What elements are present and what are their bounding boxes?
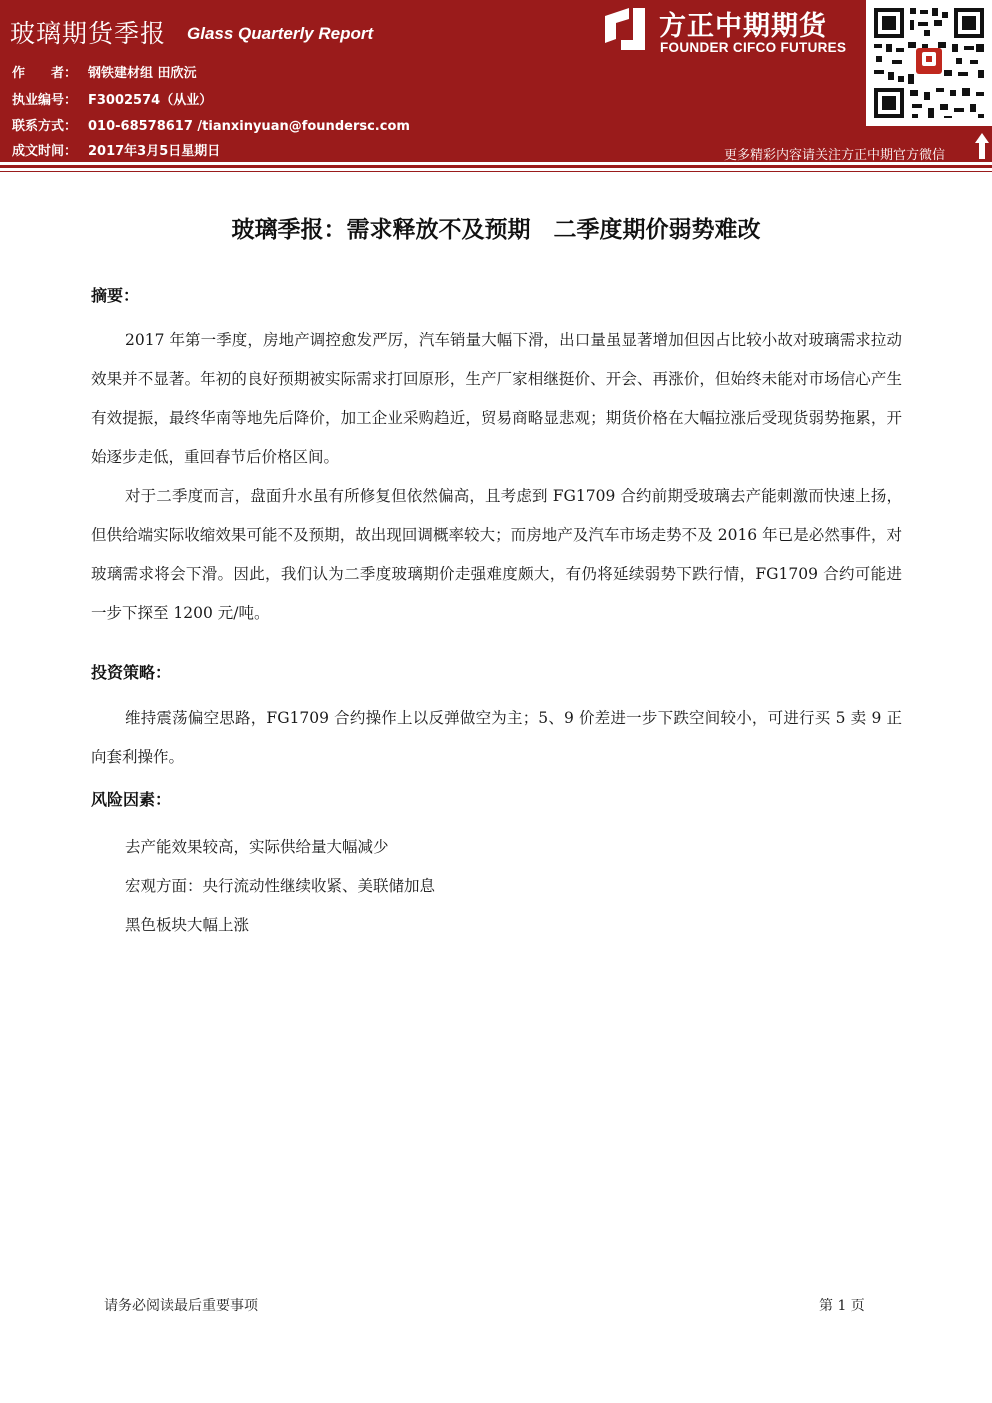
meta-author — [12, 62, 197, 81]
risk-item: 黑色板块大幅上涨 — [125, 916, 250, 934]
brand-name-cn: 方正中期期货 — [659, 11, 827, 42]
risk-item: 去产能效果较高，实际供给量大幅减少 — [125, 838, 389, 856]
summary-paragraph-1: 2017 年第一季度，房地产调控愈发严厉，汽车销量大幅下滑，出口量虽显著增加但因占比较小故对玻璃需求拉动效果并不显著。年初的良好预期被实际需求打回原形，生产厂家相继挺价、开会、再涨价，但始终未能对市场信心产生有效提振，最终华南等地先后降价，加工企业采购趋近，贸易商略显悲观；期货价格在大幅拉涨后受现货弱势拖累，开始逐步走低，重回春节后价格区间。 — [91, 331, 902, 466]
founder-logo-icon — [603, 6, 647, 52]
meta-label: 联系方式： — [12, 119, 78, 134]
meta-label: 作 者： — [12, 66, 78, 81]
header-divider — [0, 165, 992, 168]
brand-name-en: FOUNDER CIFCO FUTURES — [660, 40, 847, 55]
arrow-up-icon — [975, 133, 989, 159]
meta-label: 执业编号： — [12, 93, 78, 108]
meta-value: 钢铁建材组 田欣沅 — [88, 66, 197, 81]
meta-date — [12, 140, 220, 159]
summary-paragraph-2: 对于二季度而言，盘面升水虽有所修复但依然偏高，且考虑到 FG1709 合约前期受玻璃去产能刺激而快速上扬，但供给端实际收缩效果可能不及预期，故出现回调概率较大；而房地产及汽车市场走势不及 2016 年已是必然事件，对玻璃需求将会下滑。因此，我们认为二季度玻璃期价走强难度颇大，有仍将延续弱势下跌行情，FG1709 合约可能进一步下探至 1200 元/吨。 — [91, 487, 902, 622]
meta-label: 成文时间： — [12, 144, 78, 159]
meta-contact — [12, 115, 410, 134]
meta-license — [12, 89, 212, 108]
summary-heading: 摘要： — [91, 286, 140, 305]
strategy-paragraph: 维持震荡偏空思路，FG1709 合约操作上以反弹做空为主；5、9 价差进一步下跌空间较小，可进行买 5 卖 9 正向套利操作。 — [91, 709, 902, 766]
document-title: 玻璃季报：需求释放不及预期 二季度期价弱势难改 — [231, 217, 761, 243]
meta-value: F3002574（从业） — [88, 93, 213, 108]
page-number: 第 1 页 — [819, 1298, 865, 1314]
meta-value: 2017年3月5日星期日 — [88, 144, 221, 159]
header-divider-thin — [0, 171, 992, 172]
report-title: 玻璃期货季报 — [10, 19, 167, 48]
report-header — [0, 0, 992, 162]
report-subtitle: Glass Quarterly Report — [187, 24, 374, 43]
meta-value: 010-68578617 /tianxinyuan@foundersc.com — [88, 119, 410, 134]
risk-item: 宏观方面：央行流动性继续收紧、美联储加息 — [125, 877, 436, 895]
footer-notice: 请务必阅读最后重要事项 — [104, 1298, 258, 1314]
follow-wechat-text: 更多精彩内容请关注方正中期官方微信 — [724, 148, 946, 163]
qr-code-icon — [866, 0, 992, 126]
risk-heading: 风险因素： — [91, 790, 172, 809]
strategy-heading: 投资策略： — [91, 663, 172, 682]
